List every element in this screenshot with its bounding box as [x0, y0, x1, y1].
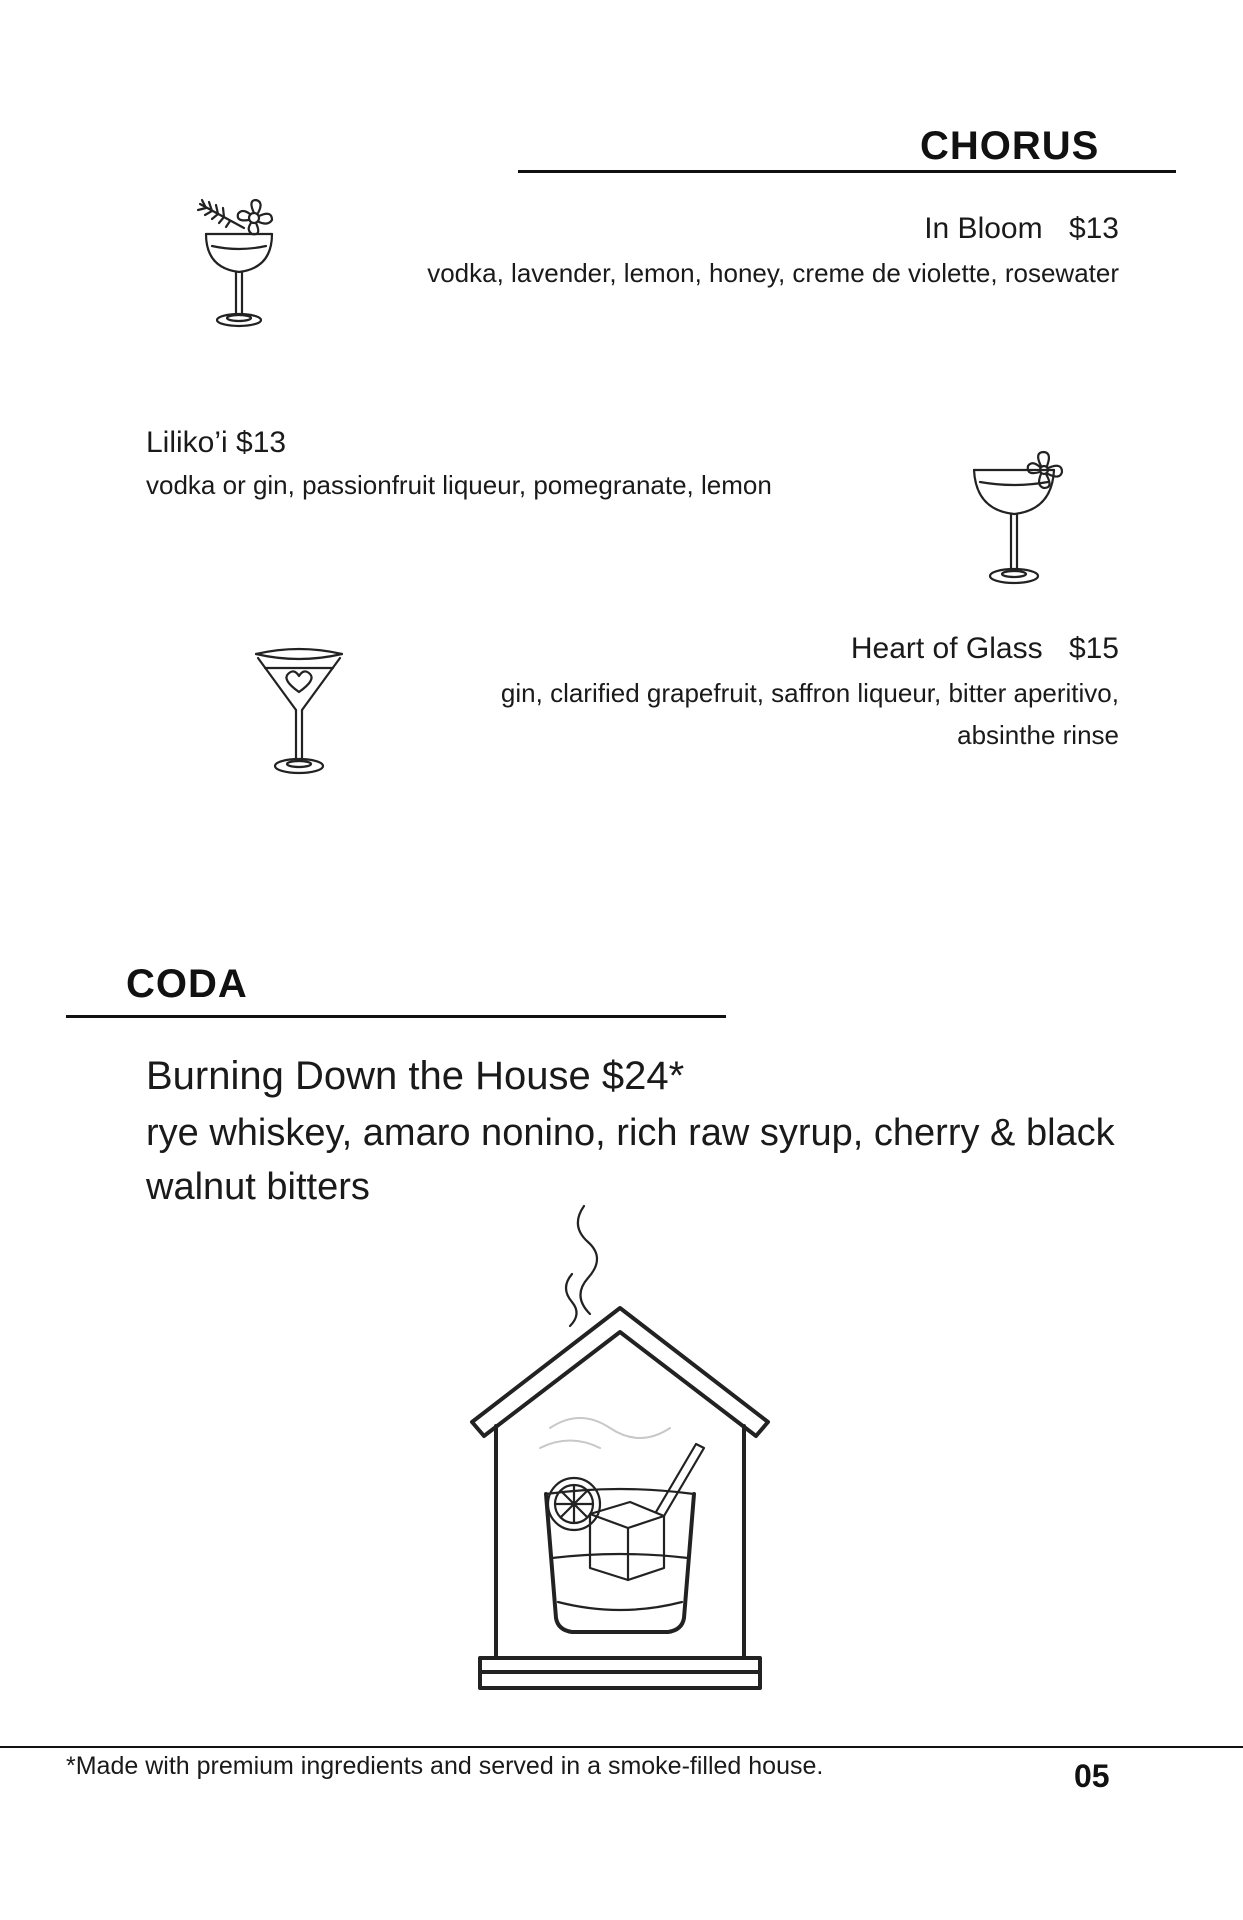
burning-down-the-house-name: Burning Down the House	[146, 1054, 591, 1098]
burning-down-the-house-description-line2: walnut bitters	[146, 1166, 370, 1208]
chorus-rule	[518, 170, 1176, 173]
coda-rule	[66, 1015, 726, 1018]
coupe-glass-with-flower-icon	[192, 196, 287, 336]
heart-of-glass-name: Heart of Glass	[850, 632, 1043, 665]
heart-of-glass-description-line2: absinthe rinse	[957, 720, 1119, 750]
lilikoi-title	[146, 426, 286, 460]
lilikoi-name: Liliko’i	[146, 426, 228, 459]
lilikoi-description: vodka or gin, passionfruit liqueur, pomegranate, lemon	[146, 470, 772, 500]
in-bloom-price: $13	[1068, 212, 1119, 245]
burning-down-the-house-price: $24*	[601, 1054, 685, 1098]
burning-down-the-house-title	[146, 1054, 684, 1099]
smoking-house-with-old-fashioned-icon	[460, 1198, 780, 1698]
coupe-glass-with-hibiscus-icon	[968, 448, 1068, 588]
in-bloom-description: vodka, lavender, lemon, honey, creme de violette, rosewater	[427, 258, 1119, 288]
chorus-heading: CHORUS	[920, 124, 1100, 168]
heart-of-glass-price: $15	[1068, 632, 1119, 665]
in-bloom-title	[924, 212, 1119, 246]
burning-down-the-house-description-line1: rye whiskey, amaro nonino, rich raw syrup, cherry & black	[146, 1112, 1115, 1154]
heart-of-glass-description-line1: gin, clarified grapefruit, saffron liqueur, bitter aperitivo,	[500, 678, 1119, 708]
heart-of-glass-description	[501, 672, 1119, 756]
martini-glass-with-heart-icon	[252, 640, 347, 780]
footnote: *Made with premium ingredients and served in a smoke-filled house.	[66, 1752, 824, 1780]
lilikoi-price: $13	[236, 426, 287, 459]
coda-heading: CODA	[126, 962, 248, 1006]
in-bloom-name: In Bloom	[924, 212, 1043, 245]
page-number: 05	[1074, 1758, 1110, 1794]
heart-of-glass-title	[851, 632, 1119, 666]
footer-rule	[0, 1746, 1243, 1748]
